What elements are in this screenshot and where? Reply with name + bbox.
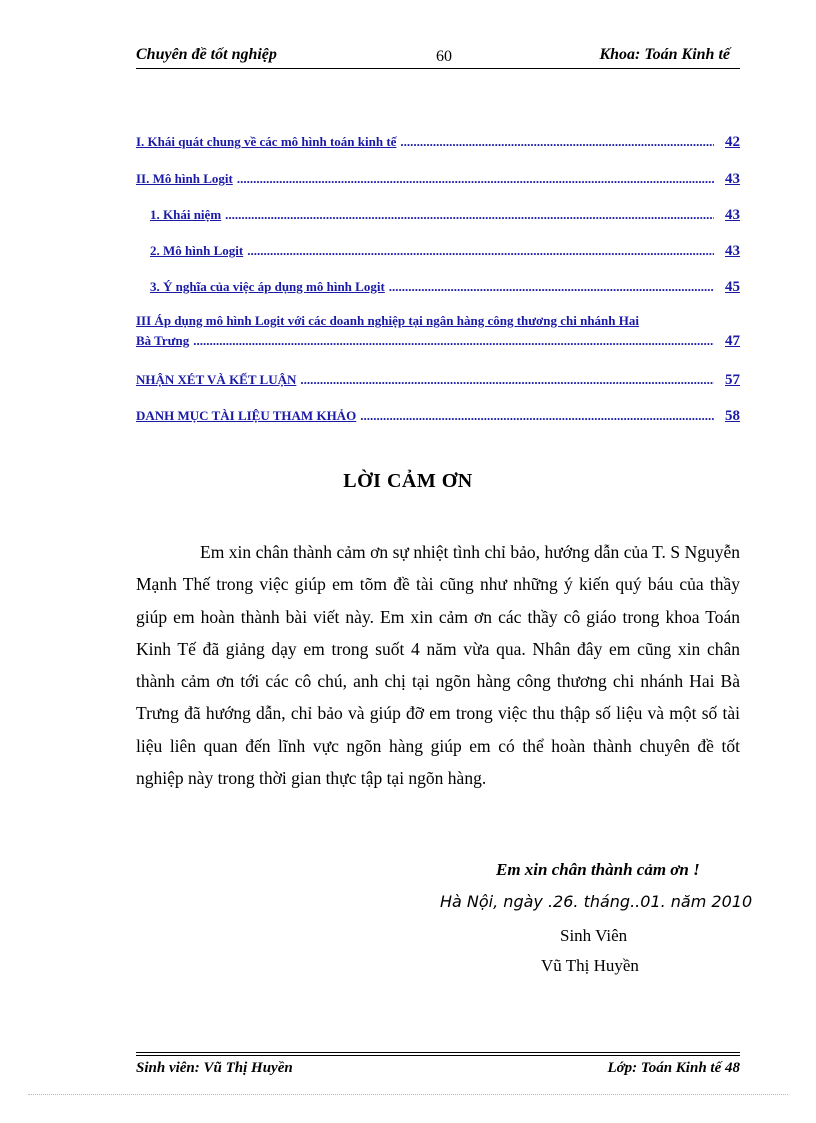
toc-item[interactable] [136,207,740,224]
toc-leader [237,171,714,187]
toc-item-page[interactable]: 42 [725,134,740,150]
toc-item-label-line1[interactable]: III Áp dụng mô hình Logit với các doanh nghiệp tại ngân hàng công thương chi nhánh Hai [136,313,639,328]
toc-leader [360,408,714,424]
toc-item-label[interactable]: 2. Mô hình Logit [150,243,244,258]
closing-thanks: Em xin chân thành cảm ơn ! [496,860,700,879]
toc-item-page[interactable]: 43 [725,207,740,223]
toc-leader [389,279,714,295]
toc-item[interactable] [136,279,740,296]
toc-item-page[interactable]: 43 [725,243,740,259]
footer-rule-double [136,1055,740,1056]
footer-rule [136,1052,740,1053]
toc-item-page[interactable]: 45 [725,279,740,295]
toc-item-label[interactable]: I. Khái quát chung về các mô hình toán kinh tế [136,134,397,149]
footer-left: Sinh viên: Vũ Thị Huyền [136,1060,293,1076]
toc-item[interactable] [136,243,740,260]
acknowledgement-paragraph: Em xin chân thành cảm ơn sự nhiệt tình chỉ bảo, hướng dẫn của T. S Nguyễn Mạnh Thế trong việc giúp em tõm đề tài cũng như những ý kiến quý báu của thầy giúp em hoàn thành bài viết này. Em xin cảm ơn các thầy cô giáo trong khoa Toán Kinh Tế đã giảng dạy em trong suốt 4 năm vừa qua. Nhân đây em cũng xin chân thành cảm ơn tới các cô chú, anh chị tại ngõn hàng công thương chi nhánh Hai Bà Trưng đã hướng dẫn, chỉ bảo và giúp đỡ em trong việc thu thập số liệu và một số tài liệu liên quan đến lĩnh vực ngõn hàng giúp em có thể hoàn thành chuyên đề tốt nghiệp này trong thời gian thực tập tại ngõn hàng. [136,542,740,789]
page-header [136,44,740,68]
toc-leader [225,207,714,223]
header-rule [136,68,740,69]
page-footer [136,1052,740,1082]
toc-item-page[interactable]: 57 [725,372,740,388]
toc-item-label[interactable]: II. Mô hình Logit [136,171,233,186]
signature-name: Vũ Thị Huyền [541,956,639,975]
toc-leader [193,333,714,349]
toc-item-page[interactable]: 47 [725,333,740,349]
signature-date: Hà Nội, ngày .26. tháng..01. năm 2010 [440,892,753,911]
toc-item-label-line2[interactable]: Bà Trưng [136,333,190,348]
toc-item-page[interactable]: 58 [725,408,740,424]
page-title: LỜI CẢM ƠN [343,470,473,492]
footer-right: Lớp: Toán Kinh tế 48 [607,1060,740,1076]
header-right: Khoa: Toán Kinh tế [599,46,730,63]
signature-role: Sinh Viên [560,926,628,945]
header-left: Chuyên đề tốt nghiệp [136,46,277,63]
toc-item[interactable] [136,171,740,188]
page-number: 60 [436,48,452,65]
toc-item-label[interactable]: 3. Ý nghĩa của việc áp dụng mô hình Logit [150,279,385,294]
toc-item[interactable] [136,372,740,389]
toc-item-label[interactable]: 1. Khái niệm [150,207,222,222]
toc-item-label[interactable]: NHẬN XÉT VÀ KẾT LUẬN [136,372,297,387]
toc-leader [300,372,714,388]
toc-item[interactable] [136,313,740,350]
page-bottom-divider [28,1094,788,1095]
toc-item[interactable] [136,408,740,425]
toc-leader [247,243,714,259]
toc-item-label[interactable]: DANH MỤC TÀI LIỆU THAM KHẢO [136,408,357,423]
toc-item-page[interactable]: 43 [725,171,740,187]
toc-leader [400,134,714,150]
toc-item[interactable] [136,134,740,151]
